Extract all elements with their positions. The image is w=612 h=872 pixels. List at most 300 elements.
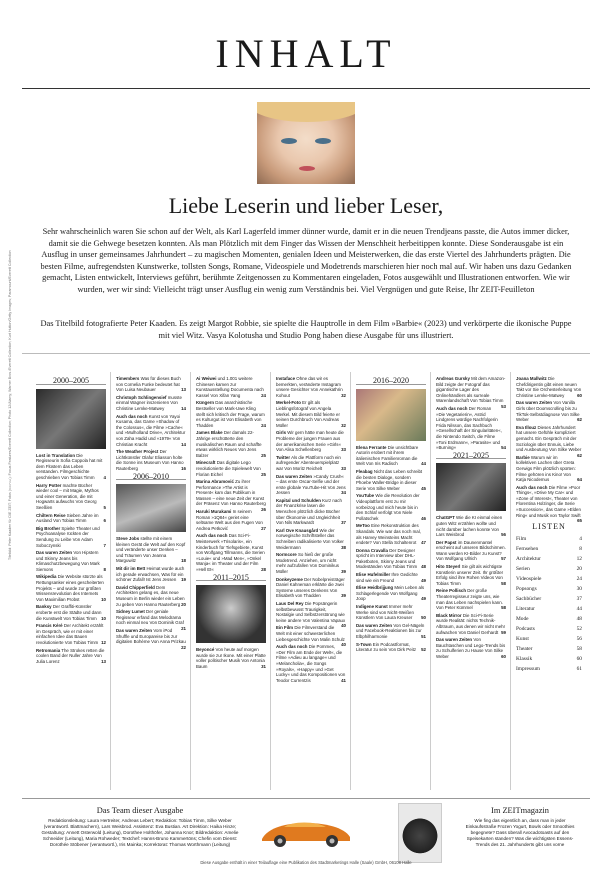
toc-entry-description: Von Hipstern und Skinny Jeans bis Klimaschutzbewegung Von Mark Siemons bbox=[36, 550, 100, 572]
toc-column-5 bbox=[356, 376, 426, 655]
toc-entry[interactable] bbox=[516, 400, 582, 422]
toc-entry-description: Das Sci-Fi-Meisterwerk »Trisolaris«, ein Kinderbuch für Tiefsgebiete, Kunst von Wolfgang Tillmanns, die Serien »Louie« und »Mad Men«, »Onkel Wanja« im Theater und der Film »Hell Et« bbox=[196, 533, 265, 572]
toc-entry-page: 13 bbox=[181, 387, 186, 393]
toc-entry-description: Von Bauchtaschen und Lego-Trends bis zu Schulferien zu Hause Von Silke Weber bbox=[436, 637, 506, 659]
toc-entry-page: 31 bbox=[261, 663, 266, 669]
toc-entry[interactable] bbox=[276, 498, 346, 526]
toc-entry[interactable] bbox=[356, 445, 426, 467]
toc-entry-description: Die Filme »Poor Things«, »Drive My Car« und »Zone of Interest«, Theater von Florentina Holzinger, die Serie »Succession«, das Game »Elden Ring« und Musik von Taylor Swift bbox=[516, 484, 581, 518]
list-index-item[interactable] bbox=[516, 624, 582, 634]
team-heading: Das Team dieser Ausgabe bbox=[96, 806, 184, 815]
cover-portrait-image bbox=[257, 102, 355, 184]
toc-entry-title: David Chipperfield bbox=[116, 584, 155, 590]
list-index-page: 20 bbox=[576, 565, 582, 572]
list-index-page: 37 bbox=[576, 595, 582, 602]
toc-entry-title: Barbie bbox=[516, 454, 530, 460]
cover-credit: Das Titelbild fotografierte Peter Kaaden. Es zeigt Margot Robbie, sie spielte die Hauptrolle in dem Film »Barbie« (2023) und verkörperte die ikonische Puppe mit viel Witz. Vasya Kolotusha und Studio Pong haben diese Ausgabe für uns illustriert. bbox=[40, 319, 572, 340]
list-index-name: Architektur bbox=[516, 555, 541, 562]
toc-entry-page: 20 bbox=[181, 601, 186, 607]
toc-entry-page: 25 bbox=[261, 452, 266, 458]
toc-entry-description: Kunst von Yayoi Kusama, das Game »Shadow of the Colossus«, die Filme »Cache« und »Mulholland Drive«, Architektur von Zaha Hadid und »1979« Von Christian Kracht bbox=[116, 413, 186, 447]
toc-entry-page: 41 bbox=[341, 677, 346, 683]
toc-entry-description: Der geniale Regisseur erfand das Melodrama noch einmal neu Von Dominik Graf bbox=[116, 609, 184, 626]
toc-entry-description: Von heute auf morgen wurde sie zur Ikone. Mit einer Platte voller politischer Musik Von Antonia Baum bbox=[196, 647, 266, 669]
toc-entry-description: Ohne das wir es bemerkten, veränderte Instagram unsere Gesichter Von Annekathrin Kohout bbox=[276, 376, 343, 398]
toc-entry-description: Dem Architekten gelang es, das neue Museum in Berlin wieder ein Leben zu geben Von Hanno Rauterberg bbox=[116, 584, 185, 607]
toc-entry-description: Immer mehr Werke sind von Nicht-Weißen Künstlern Von Laura Kreuser bbox=[356, 604, 414, 621]
toc-entry-title: Auch das noch bbox=[196, 533, 228, 539]
column-divider bbox=[190, 372, 191, 790]
toc-entry-page: 28 bbox=[261, 567, 266, 572]
toc-entry-title: Eva Illouz bbox=[516, 424, 537, 430]
toc-entry-title: Fleabag bbox=[356, 468, 373, 474]
era-heading: 2006–2010 bbox=[116, 474, 186, 481]
toc-entry-page: 40 bbox=[341, 623, 346, 629]
toc-entry-description: The Strokes retten die coolen Band der Nuller Jahre Von Julia Lorenz bbox=[36, 647, 105, 664]
toc-entry-description: Die Website stürzte als Rettungsanker eines gescheiterten Projekts – und wurde zur größten Wissensrevolution des Internets Von Maximilian Probst bbox=[36, 574, 104, 602]
list-index-page: 8 bbox=[579, 545, 582, 552]
toc-entry-page: 32 bbox=[341, 422, 346, 428]
toc-entry-page: 27 bbox=[261, 525, 266, 531]
list-index-item[interactable] bbox=[516, 574, 582, 584]
toc-entry-description: Kurz nach der Finanzkrise lasen die Menschen plötzlich dicke Bücher über Ökonomie und Ungleichheit Von Nils Markwardt bbox=[276, 497, 342, 526]
toc-entry-description: Ihre Gedichte sind wie ein Freund bbox=[356, 572, 418, 583]
toc-entry-page: 32 bbox=[341, 392, 346, 398]
list-index-item[interactable] bbox=[516, 614, 582, 624]
list-index-name: Literatur bbox=[516, 605, 535, 612]
toc-entry-description: Mein Leben als Schlagerlegende Von Wolfgang Joop bbox=[356, 585, 425, 602]
toc-entry-page: 5 bbox=[103, 504, 106, 510]
list-index-name: Popsongs bbox=[516, 585, 537, 592]
toc-entry[interactable] bbox=[36, 483, 106, 511]
toc-entry-page: 25 bbox=[261, 471, 266, 477]
toc-entry-page: 10 bbox=[101, 596, 106, 602]
list-index-page: 60 bbox=[576, 655, 582, 662]
toc-entry-page: 13 bbox=[101, 658, 106, 664]
toc-entry-description: Mit dem Amazon-Bild zeigte der Fotograf das gigantische Lager des Onlinehändlers als surreale Warenlandschaft Von Tobias Timm bbox=[436, 376, 506, 404]
photo-credits: Titelbild: Peter Kaaden für DIE ZEIT; Fotos (v.o.n.u.): Focus Features/Everett Collection; Photo 12/Alamy; Warner Bros./Everett Collection; Kurt Hutton/Getty Images; Paramount/Everett Collection bbox=[8, 250, 12, 560]
toc-entry-title: Ai Weiwei bbox=[196, 376, 217, 381]
toc-entry-page: 22 bbox=[181, 644, 186, 650]
list-index-name: Podcasts bbox=[516, 625, 535, 632]
toc-entry[interactable] bbox=[276, 376, 346, 398]
toc-entry-title: Sidney Lumet bbox=[116, 609, 145, 615]
zeitmagazin-cover-image bbox=[398, 803, 442, 863]
era-heading: 2000–2005 bbox=[36, 378, 106, 385]
toc-entry-description: Das digitale Lego revolutionierte die Spielewelt Von Florian Eichel bbox=[196, 460, 261, 477]
toc-entry-title: Haruki Murakami bbox=[196, 509, 232, 515]
toc-entry-title: Hito Steyerl bbox=[436, 564, 461, 570]
toc-entry-page: 52 bbox=[421, 647, 426, 653]
toc-entry-description: Die Filmverstand die Welt mit einer schwesterlichen Liebesgeschichte Von Malin Schulz bbox=[276, 625, 345, 642]
toc-entry-description: musste einmal Wagner inszenieren Von Christine Lemke-Matwey bbox=[116, 394, 182, 411]
toc-entry[interactable] bbox=[516, 484, 582, 524]
toc-entry-title: Elise Hufelmiller bbox=[356, 572, 391, 578]
toc-entry-description: Der Roman »Die Vegetarierin«, Astrid Lindgrens würdige Nachfolgerin Frida Nilsson, das Sachbuch »Gesellschaft der Singularitäten«, die Nintendo Switch, die Filme »Toni Erdmann«, »Parasite« und »Burning« bbox=[436, 405, 502, 451]
toc-entry-page: 62 bbox=[577, 417, 582, 423]
toc-entry-description: im Daunenmantel erscheint auf unseren Bildschirmen. Wann werden KI-Bilder zu Kunst? Von Wolfgang Ullrich bbox=[436, 539, 506, 562]
toc-entry-title: Das waren Zeiten bbox=[356, 622, 393, 628]
toc-entry[interactable] bbox=[36, 550, 106, 572]
toc-entry[interactable] bbox=[276, 552, 346, 574]
toc-entry-title: Auch das noch bbox=[276, 644, 308, 650]
toc-entry-title: Banksy bbox=[36, 604, 52, 610]
list-index-name: Videospiele bbox=[516, 575, 542, 582]
toc-entry-description: So hieß der große Modetrend. Anziehen, um nicht mehr aufzufallen Von Dominikus Müller bbox=[276, 552, 339, 574]
toc-entry-description: Sie gilt als wichtigste Künstlerin unserer Zeit. Ihr größter Erfolg sind ihre Rohen Videos Von Tobias Timm bbox=[436, 564, 504, 586]
list-index-page: 52 bbox=[576, 625, 582, 632]
list-index-page: 44 bbox=[576, 605, 582, 612]
lists-heading: LISTEN bbox=[532, 522, 566, 532]
era-photo bbox=[356, 389, 426, 441]
list-index-item[interactable] bbox=[516, 664, 582, 674]
toc-entry-page: 19 bbox=[181, 577, 186, 583]
toc-entry-page: 24 bbox=[261, 422, 266, 428]
toc-entry[interactable] bbox=[36, 623, 106, 645]
toc-entry-page: 34 bbox=[341, 490, 346, 496]
toc-entry-title: Kapital und Schulden bbox=[276, 497, 321, 503]
toc-entry-page: 33 bbox=[341, 447, 346, 453]
toc-entry-title: Das waren Zeiten bbox=[276, 473, 313, 479]
toc-entry-page: 40 bbox=[341, 642, 346, 648]
list-index-name: Sachbücher bbox=[516, 595, 542, 602]
toc-entry-page: 57 bbox=[501, 556, 506, 562]
toc-entry-title: Francis Kéré bbox=[36, 623, 63, 629]
toc-entry[interactable] bbox=[436, 588, 506, 610]
list-index-name: Film bbox=[516, 535, 527, 542]
toc-entry[interactable] bbox=[276, 644, 346, 683]
list-index-name: Serien bbox=[516, 565, 530, 572]
toc-entry-title: Beyoncé bbox=[196, 647, 215, 653]
toc-entry-description: machte Bücher wieder cool – mit Magie, Mythos und einer Generation, die mit Hogwarts aufwuchs Von Georg Seeßlen bbox=[36, 482, 99, 510]
toc-entry-description: Wie die Revolution der Videoplattform erst zu mir vorbeizog und mich heute bis in den Schlaf verfolgt Von Niele Pollatschek bbox=[356, 493, 420, 521]
toc-entry-page: 39 bbox=[341, 569, 346, 574]
toc-entry-page: 21 bbox=[181, 626, 186, 631]
toc-entry-page: 14 bbox=[181, 405, 186, 411]
toc-entry-page: 18 bbox=[181, 558, 186, 564]
toc-entry[interactable] bbox=[516, 452, 582, 483]
toc-entry[interactable] bbox=[276, 474, 346, 496]
car-illustration bbox=[258, 815, 354, 849]
toc-entry[interactable] bbox=[116, 585, 186, 607]
toc-entry-title: Ein Film bbox=[276, 625, 294, 631]
toc-entry-page: 49 bbox=[421, 596, 426, 602]
toc-entry-title: Instaface bbox=[276, 376, 296, 381]
list-index-item[interactable] bbox=[516, 654, 582, 664]
toc-column-7 bbox=[516, 376, 582, 674]
toc-entry[interactable] bbox=[436, 637, 506, 659]
toc-entry-title: Twitter bbox=[276, 454, 291, 460]
toc-entry-description: Sieben Jahre im Ausland Von Tobias Timm bbox=[36, 512, 99, 524]
toc-entry[interactable] bbox=[436, 515, 506, 537]
column-divider bbox=[430, 372, 431, 790]
toc-entry-description: Er gilt als Lieblingsfotograf von Angela Merkel. Mit diesem Bild feierte er seinen Durchbruch Von Andreas Müller bbox=[276, 400, 340, 428]
toc-entry[interactable] bbox=[436, 540, 506, 562]
toc-entry[interactable] bbox=[196, 533, 266, 572]
toc-entry-page: 26 bbox=[261, 507, 266, 513]
toc-entry[interactable] bbox=[356, 572, 426, 583]
list-index-name: Impressum bbox=[516, 665, 540, 672]
toc-entry[interactable] bbox=[436, 613, 506, 635]
era-photo bbox=[436, 463, 506, 511]
toc-entry[interactable] bbox=[116, 376, 186, 393]
toc-entry[interactable] bbox=[36, 513, 106, 524]
toc-entry-page: 12 bbox=[101, 640, 106, 645]
toc-entry-page: 47 bbox=[421, 540, 426, 546]
toc-entry-title: Karl Ove Knausgård bbox=[276, 527, 319, 533]
toc-entry-description: Der Graffiti-Künstler eroberte erst die Städte und dann die Kunstwelt Von Tobias Timm bbox=[36, 604, 102, 621]
toc-entry-title: Auch das noch bbox=[436, 405, 468, 411]
toc-entry-description: Der Lichtkünstler Olafur Eliasson holte die Sonne ins Museum Von Hanno Rauterberg bbox=[116, 449, 184, 471]
team-credits: Redaktionsleitung: Laura Hertreiter, Andreas Lebert; Redaktion: Tobias Timm, Silke Weber (verantwortl. Blattmachern), Lars Weisbrod. Assistenz: Eva Bustian. Art Direktion: Haika Hinze; Gestaltung: Annett Osterwold (Leitung), Dorothee Holthöfer, Johanna Knor; Bildredaktion: Amelie Schneider (Leitung), Maria Rohweder; Textchef: Hanns-Bruno Kammertöns; Chefin vom Dienst: Dorothée Stöbener (verantwortl.), Iris Mainka; Korrektorat: Thomas Worthmann (Leitung) bbox=[41, 818, 239, 847]
toc-entry-description: Von Gel-Nägeln und Facebook-Reaktionen bis zur Elbphilharmonie bbox=[356, 622, 425, 639]
editorial-text: Sehr wahrscheinlich waren Sie schon auf der Welt, als Karl Lagerfeld immer dünner wurde, damit er in die neuen Trendjeans passte, die Autos immer dicker, damit sie die Gehwege besetzen konnten. Als man Plötzlich mit dem Finger das Wissen der Menschheit herbeitippen konnte. Diese Sonderausgabe ist ein Ausflug in unser gemeinsames Jahrhundert – zu magischen Momenten, genialen Ideen und Meisterwerken, die das erste Viertel des Jahrhunderts prägten. Die besten Filme, aufregendsten Kunstwerke, tollsten Songs, Romane, Videospiele und Modetrends marschieren hier noch mal auf. Wir haben uns dazu Gedanken gemacht, Listen entwickelt, Interviews geführt, berühmte Zeitgenossen zu Kommentaren eingeladen, Fotos ausgewählt und Illustrationen entworfen. Wie wir wurden, wer wir sind: Vielleicht trägt unser Ausflug ein wenig zum Verständnis bei. Viel Vergnügen und gute Reise, Ihr ZEIT-Feuilleton bbox=[40, 227, 572, 294]
toc-entry-title: Das waren Zeiten bbox=[516, 400, 553, 406]
toc-entry-page: 14 bbox=[181, 441, 186, 447]
toc-entry-description: Zu ihrer Performance »The Artist is Present« kam das Publikum in Massen – eine neue Zeit der Kunst der Präsenz Von Hanno Rauterberg bbox=[196, 479, 266, 507]
toc-entry[interactable] bbox=[356, 548, 426, 570]
toc-entry-description: Die Regisseurin Sofia Coppola hat mit dem Flüstern das Leben verstanden. Filmgeschichte geschrieben Von Tobias Timm bbox=[36, 452, 103, 480]
toc-entry-page: 10 bbox=[101, 615, 106, 621]
toc-entry-title: Mit dir im Bett bbox=[116, 566, 146, 572]
toc-entry-description: Der Nobelpreisträger Daniel Kahneman erklärte die zwei Systeme unseres Denkens Von Elisabeth von Thadden bbox=[276, 576, 345, 599]
toc-entry-title: Chiltern Reise bbox=[36, 512, 66, 518]
toc-entry-page: 59 bbox=[501, 629, 506, 635]
toc-entry[interactable] bbox=[436, 403, 506, 451]
toc-entry-page: 58 bbox=[501, 605, 506, 611]
list-index-name: Klassik bbox=[516, 655, 533, 662]
toc-entry[interactable] bbox=[116, 536, 186, 564]
toc-entry[interactable] bbox=[196, 400, 266, 428]
toc-entry[interactable] bbox=[356, 585, 426, 602]
toc-entry-description: stellte mit einem kleinen Gerät die Welt auf den Kopf und veränderte unser Denken – und Träumen Von Jeanna Marguwitz bbox=[116, 536, 186, 564]
toc-entry-description: Nicht das Leben schreibt die besten Dialoge, sondern Phoebe Waller-Bridge in dieser Serie Von Silke Weber bbox=[356, 468, 423, 491]
toc-entry-title: Retromania bbox=[36, 647, 61, 653]
toc-entry-title: MeToo bbox=[356, 523, 370, 529]
toc-entry[interactable] bbox=[196, 430, 266, 458]
era-heading: 2011–2015 bbox=[196, 575, 266, 582]
toc-entry-page: 7 bbox=[103, 542, 106, 548]
toc-entry[interactable] bbox=[196, 376, 266, 398]
toc-entry[interactable] bbox=[36, 604, 106, 621]
toc-entry-title: Harry Potter bbox=[36, 482, 62, 488]
toc-entry[interactable] bbox=[116, 395, 186, 412]
divider bbox=[22, 353, 590, 354]
toc-entry-description: Heimat wurde auch ich gerade erwachsen, Was für ein schöner Zufall! Ist Jens Jessen bbox=[116, 566, 185, 583]
toc-entry[interactable] bbox=[276, 528, 346, 550]
list-index-page: 12 bbox=[576, 555, 582, 562]
list-index-item[interactable] bbox=[516, 584, 582, 594]
list-index-page: 24 bbox=[576, 575, 582, 582]
column-divider bbox=[350, 372, 351, 790]
list-index-item[interactable] bbox=[516, 554, 582, 564]
toc-entry-page: 46 bbox=[421, 515, 426, 521]
toc-entry-description: Wie der norwegische Schriftsteller das Schreiben radikalisierte Von Volker Weidermann bbox=[276, 527, 344, 550]
toc-entry[interactable] bbox=[356, 469, 426, 491]
toc-entry[interactable] bbox=[116, 414, 186, 448]
toc-entry-description: Der damals 22-Jährige erschütterte den musikalischen Raum und schaffte etwas wirklich Neues Von Jens Balzer bbox=[196, 430, 262, 458]
era-heading: 2021–2025 bbox=[436, 453, 506, 460]
toc-entry[interactable] bbox=[276, 577, 346, 599]
toc-entry-page: 44 bbox=[421, 461, 426, 467]
toc-entry-page: 8 bbox=[103, 566, 106, 572]
toc-entry-description: Eine Rekonstruktion des Skandals. Wie war das noch mal, als Harvey Weinsteins Macht endete? Von Stella Schaltenrot bbox=[356, 523, 421, 546]
toc-entry-description: Der große Theaterregisseur zeigte uns, wie man das Leben nachspielen kann. Von Peter Kümmel bbox=[436, 588, 503, 611]
toc-entry-title: Christoph Schlingensief bbox=[116, 394, 167, 400]
toc-entry[interactable] bbox=[36, 453, 106, 481]
zeitmagazin-teaser: Wie fing das eigentlich an, dass man in jeder Einkaufsstraße Frozen Yogurt, Bowls oder Smoothies begegnete? Dass überall Avocadotoasts auf den Speisekarten standen? Was die wichtigsten Essens-Trends des 21. Jahrhunderts gibt uns vorne bbox=[465, 818, 575, 847]
toc-entry[interactable] bbox=[36, 526, 106, 548]
greeting-heading: Liebe Leserin und lieber Leser, bbox=[168, 193, 444, 218]
toc-entry[interactable] bbox=[276, 455, 346, 472]
list-index-item[interactable] bbox=[516, 644, 582, 654]
toc-entry-title: Normcore bbox=[276, 552, 297, 558]
toc-entry[interactable] bbox=[356, 493, 426, 521]
toc-entry-title: Küngern bbox=[196, 400, 215, 406]
toc-entry-title: Big Brother bbox=[36, 525, 61, 531]
column-divider bbox=[110, 372, 111, 790]
list-index-name: Mode bbox=[516, 615, 529, 622]
toc-entry-page: 62 bbox=[577, 452, 582, 458]
list-index-item[interactable] bbox=[516, 544, 582, 554]
toc-entry-page: 37 bbox=[341, 520, 346, 526]
toc-entry-title: Steve Jobs bbox=[116, 536, 140, 542]
toc-entry-title: Das waren Zeiten bbox=[36, 550, 73, 556]
toc-entry-title: Indigene Kunst bbox=[356, 604, 388, 610]
toc-entry-title: Donna Cravalla bbox=[356, 547, 388, 553]
toc-entry-description: Was für dieses Buch von Cornelia Funke bedeutet hat Von Luisa Neubauer bbox=[116, 376, 181, 393]
page-title: INHALT bbox=[215, 31, 397, 76]
era-photo bbox=[196, 585, 266, 643]
toc-entry-page: 58 bbox=[501, 580, 506, 586]
column-divider bbox=[270, 372, 271, 790]
toc-entry-page: 60 bbox=[501, 653, 506, 659]
toc-entry-title: Auch das noch bbox=[516, 484, 548, 490]
toc-entry[interactable] bbox=[516, 376, 582, 398]
toc-entry[interactable] bbox=[356, 623, 426, 640]
column-divider bbox=[510, 372, 511, 790]
toc-entry-page: 4 bbox=[103, 474, 106, 480]
toc-entry-title: Girls bbox=[276, 430, 287, 436]
list-index-item[interactable] bbox=[516, 564, 582, 574]
toc-entry-page: 60 bbox=[577, 392, 582, 398]
toc-entry[interactable] bbox=[196, 460, 266, 477]
toc-entry[interactable] bbox=[36, 574, 106, 602]
toc-entry-page: 33 bbox=[341, 465, 346, 471]
toc-entry[interactable] bbox=[116, 628, 186, 650]
toc-entry-description: Der Architekt erzählt im Gespräch, wie er mit einer einfachen Idee das Bauen revolutionierte Von Tobias Timm bbox=[36, 623, 104, 645]
toc-entry-description: In seinem Roman »1Q84« geriet eine seltsame Welt aus den Fugen Von Andrea Petković bbox=[196, 509, 263, 531]
toc-entry-page: 6 bbox=[103, 518, 106, 524]
toc-entry-description: Der Designer spricht im Interview über DHL-Paketboten, Skinny Jeans und Modeständen Von Tobias Timm bbox=[356, 547, 418, 570]
list-index-item[interactable] bbox=[516, 634, 582, 644]
toc-column-2 bbox=[116, 376, 186, 650]
toc-entry-description: Die Sci-Fi-Serie wurde Realität: nichts Technik-Albtraum, aus denen wir nicht mehr aufwachen Von Daniel Gerhardt bbox=[436, 612, 506, 635]
toc-column-1 bbox=[36, 376, 106, 666]
toc-entry-description: Dieses Jahrhundert hat unsere Gefühle kompliziert gemacht. Ein Gespräch mit der Soziologin über Ennuis, Liebe und Ausbeutung Von Silke Weber bbox=[516, 424, 582, 453]
toc-entry-description: Wie die KI einmal einen guten Witz erzählen wollte und nicht darüber lachen konnte Von Lars Weisbrod bbox=[436, 515, 503, 538]
toc-entry[interactable] bbox=[196, 647, 266, 669]
toc-entry[interactable] bbox=[36, 648, 106, 665]
toc-entry-description: Die Popsängerin selbstbewusst Traurigkeit, Nostalgie und Selbstzerstörung wie keine andere Von Valentina Vapaux bbox=[276, 600, 346, 623]
toc-entry-description: Vom iPod Shuffle und Europareise bis zur digitalen Bohème Von Anna Prizkau bbox=[116, 628, 186, 645]
toc-entry-description: Warum wir im kollektiven Lachen über Greta Gerwigs Film plötzlich spürten: Filme gehören ins Kino! Von Katja Nicodemus bbox=[516, 454, 576, 483]
toc-entry[interactable] bbox=[116, 449, 186, 471]
toc-entry-title: Élise Heidbrijjung bbox=[356, 585, 394, 591]
toc-entry-page: 49 bbox=[421, 577, 426, 583]
toc-entry[interactable] bbox=[276, 430, 346, 452]
zeitmagazin-heading: Im ZEITmagazin bbox=[491, 806, 549, 815]
toc-entry[interactable] bbox=[116, 566, 186, 583]
list-index-page: 4 bbox=[579, 535, 582, 542]
list-index-page: 30 bbox=[576, 585, 582, 592]
toc-entry-title: Der Papst bbox=[436, 539, 457, 545]
list-index-page: 58 bbox=[576, 645, 582, 652]
toc-entry-description: Die Chefdirigentin gibt einen neuen Takt vor Sie Orchesterleitung Von Christine Lemke-Matwey bbox=[516, 376, 582, 398]
toc-entry[interactable] bbox=[436, 564, 506, 586]
toc-entry-description: Als die Plattform noch ein aufregender Abenteuerspielplatz war Von Moritz Reichelt bbox=[276, 454, 341, 471]
toc-entry-title: Lost in Translation bbox=[36, 452, 76, 458]
divider bbox=[22, 798, 590, 799]
toc-entry-title: Timembers bbox=[116, 376, 140, 381]
toc-entry-page: 65 bbox=[577, 518, 582, 524]
list-index-page: 61 bbox=[576, 665, 582, 672]
era-photo bbox=[36, 389, 106, 449]
toc-entry-description: Von Vanilla Girls über Doomscrolling bis zu TikTok-Selbstdiagnose Von Silke Weber bbox=[516, 400, 580, 423]
toc-entry-description: Die Pommes, »Der Film am Ende der Welt«, die Filme »Adieu au langage« und »Melancholia«, die Songs »Royals«, »Happy« und »Get Lucky« und das Kompositionen von Teodor Currentzis bbox=[276, 644, 346, 683]
toc-entry[interactable] bbox=[276, 400, 346, 428]
toc-entry-page: 56 bbox=[501, 532, 506, 538]
toc-entry-page: 16 bbox=[181, 465, 186, 471]
toc-entry-page: 39 bbox=[341, 593, 346, 599]
toc-entry-title: Wikipedia bbox=[36, 574, 57, 580]
toc-entry-title: Marina Abramović bbox=[196, 479, 234, 485]
toc-entry-description: Das anarchistische Bestseller von Mark-Uwe Kling stellt sich kritisch der Frage, warum es Kulturgut ist Von Elisabeth von Thadden bbox=[196, 400, 265, 428]
toc-entry-title: Joana Mallwitz bbox=[516, 376, 547, 381]
toc-entry-page: 51 bbox=[421, 634, 426, 639]
toc-entry-description: Die unsichtbare Autorin erobert mit ihrem italienischen Familienroman die Welt Von Iris Radisch bbox=[356, 444, 419, 467]
toc-entry-title: Minecraft bbox=[196, 460, 216, 466]
list-index-name: Theater bbox=[516, 645, 533, 652]
toc-entry-page: 64 bbox=[577, 477, 582, 483]
era-heading: 2016–2020 bbox=[356, 378, 426, 385]
toc-entry-title: Das waren Zeiten bbox=[436, 637, 473, 643]
toc-entry[interactable] bbox=[196, 509, 266, 531]
toc-entry[interactable] bbox=[356, 523, 426, 545]
toc-entry-title: James Blake bbox=[196, 430, 223, 436]
toc-entry-page: 45 bbox=[421, 485, 426, 491]
toc-entry-description: Ein Podcastformat, Literatur zu sein Von Dirk Peitz bbox=[356, 641, 417, 653]
toc-entry-title: Black Mirror bbox=[436, 612, 462, 618]
toc-entry-page: 50 bbox=[421, 615, 426, 621]
list-index-name: Kunst bbox=[516, 635, 529, 642]
toc-entry-title: Auch das noch bbox=[116, 413, 148, 419]
list-index-item[interactable] bbox=[516, 594, 582, 604]
toc-entry-title: Reine Pollisch bbox=[436, 588, 467, 594]
toc-entry-title: S-Town bbox=[356, 641, 372, 647]
toc-entry[interactable] bbox=[356, 642, 426, 653]
toc-entry-page: 24 bbox=[261, 392, 266, 398]
era-photo bbox=[116, 484, 186, 532]
toc-entry-description: Wir gern hätte man heute die Probleme der jungen Frauen aus der amerikanischen Serie »Girls« Von Alisa Schellenberg bbox=[276, 430, 344, 453]
toc-entry[interactable] bbox=[356, 604, 426, 621]
list-index-item[interactable] bbox=[516, 534, 582, 544]
toc-entry-title: The Weather Project bbox=[116, 449, 159, 455]
list-index-name: Fernsehen bbox=[516, 545, 539, 552]
list-index-item[interactable] bbox=[516, 604, 582, 614]
toc-entry-title: Laus Del Rey bbox=[276, 600, 304, 606]
toc-entry-title: Donkeyzeme bbox=[276, 576, 303, 582]
